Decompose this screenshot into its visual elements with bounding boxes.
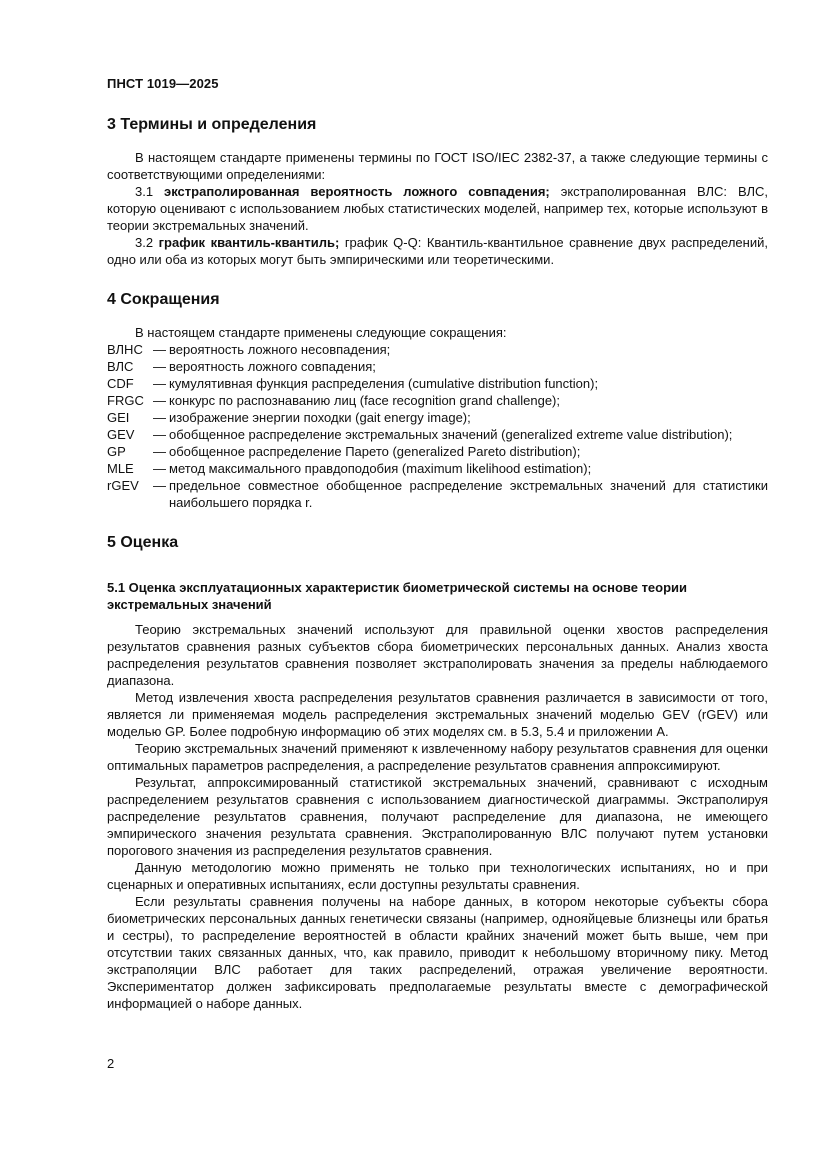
term-3-2-number: 3.2 — [135, 235, 154, 250]
abbreviation: FRGC — [107, 393, 144, 408]
abbreviation-row — [107, 392, 768, 409]
page-number: 2 — [107, 1056, 115, 1071]
abbreviation-definition: кумулятивная функция распределения (cumulative distribution function); — [169, 376, 599, 391]
abbreviation-definition: вероятность ложного несовпадения; — [169, 342, 391, 357]
abbreviation-row — [107, 409, 768, 426]
term-3-2-term: график квантиль-квантиль; — [158, 235, 340, 250]
abbreviation-list — [107, 341, 768, 511]
abbreviation-definition: конкурс по распознаванию лиц (face recognition grand challenge); — [169, 393, 560, 408]
term-3-2-definition: график Q-Q: Квантиль-квантильное сравнение двух распределений, одно или оба из которых могут быть эмпирическими или теоретическими. — [107, 235, 768, 267]
paragraph: Метод извлечения хвоста распределения результатов сравнения различается в зависимости от того, является ли применяемая модель распределения экстремальных значений моделью GEV (rGEV) или моделью GP. Более подробную информацию об этих моделях см. в 5.3, 5.4 и приложении А. — [107, 690, 768, 739]
term-3-1 — [107, 183, 768, 234]
dash-separator: — — [153, 376, 166, 391]
abbreviation-row — [107, 375, 768, 392]
dash-separator: — — [153, 393, 166, 408]
paragraph: Теорию экстремальных значений применяют к извлеченному набору результатов сравнения для оценки оптимальных параметров распределения, а распределение результатов сравнения аппроксимируют. — [107, 741, 768, 773]
abbreviation-row — [107, 358, 768, 375]
abbreviation: GEV — [107, 427, 135, 442]
abbreviation: MLE — [107, 461, 134, 476]
section-3-title: 3 Термины и определения — [107, 116, 317, 133]
dash-separator: — — [153, 342, 166, 357]
abbreviation-row — [107, 341, 768, 358]
dash-separator: — — [153, 359, 166, 374]
paragraph: Теорию экстремальных значений используют для правильной оценки хвостов распределения результатов сравнения разных субъектов сбора биометрических персональных данных. Анализ хвоста распределения результатов сравнения позволяет экстраполировать значения за пределы наблюдаемого диапазона. — [107, 622, 768, 688]
subsection-5-1-title: 5.1 Оценка эксплуатационных характеристик биометрической системы на основе теории экстремальных значений — [107, 580, 688, 612]
term-3-1-number: 3.1 — [135, 184, 154, 199]
abbreviation-row — [107, 426, 768, 443]
dash-separator: — — [153, 478, 166, 493]
abbreviation-definition: метод максимального правдоподобия (maximum likelihood estimation); — [169, 461, 592, 476]
abbreviation-row — [107, 477, 768, 511]
abbreviation-definition: обобщенное распределение Парето (generalized Pareto distribution); — [169, 444, 581, 459]
abbreviation: rGEV — [107, 478, 139, 493]
term-3-1-term: экстраполированная вероятность ложного совпадения; — [164, 184, 550, 199]
document-header: ПНСТ 1019—2025 — [107, 76, 219, 91]
paragraph: Данную методологию можно применять не только при технологических испытаниях, но и при сценарных и оперативных испытаниях, если доступны результаты сравнения. — [107, 860, 768, 892]
dash-separator: — — [153, 427, 166, 442]
term-3-2 — [107, 234, 768, 268]
abbreviation-row — [107, 443, 768, 460]
section-4-title: 4 Сокращения — [107, 291, 220, 308]
abbreviation: CDF — [107, 376, 134, 391]
section-5-1-body — [107, 621, 768, 1012]
dash-separator: — — [153, 410, 166, 425]
abbreviation-definition: вероятность ложного совпадения; — [169, 359, 376, 374]
abbreviation-definition: изображение энергии походки (gait energy image); — [169, 410, 471, 425]
paragraph: Результат, аппроксимированный статистикой экстремальных значений, сравнивают с исходным распределением результатов сравнения с использованием диагностической диаграммы. Экстраполируя распределение результатов сравнения, получают распределение для диапазона, не имеющего эмпирического значения результата сравнения. Экстраполированную ВЛС получают путем установки порогового значения из распределения результатов сравнения. — [107, 775, 768, 858]
abbreviation-row — [107, 460, 768, 477]
abbreviation: ВЛНС — [107, 342, 143, 357]
paragraph: Если результаты сравнения получены на наборе данных, в котором некоторые субъекты сбора биометрических персональных данных генетически связаны (например, однояйцевые близнецы или братья и сестры), то распределение вероятностей в области крайних значений может быть выше, чем при отсутствии таких связанных данных, что, как правило, приводит к небольшому вторичному пику. Метод экстраполяции ВЛС работает для таких распределений, отражая увеличение вероятности. Экспериментатор должен зафиксировать предполагаемые результаты вместе с демографической информацией о наборе данных. — [107, 894, 768, 1011]
abbreviation: GP — [107, 444, 126, 459]
abbreviation-definition: предельное совместное обобщенное распределение экстремальных значений для статистики наибольшего порядка r. — [169, 478, 768, 510]
dash-separator: — — [153, 461, 166, 476]
abbreviation: GEI — [107, 410, 130, 425]
abbreviation-definition: обобщенное распределение экстремальных значений (generalized extreme value distribution); — [169, 427, 733, 442]
abbreviation: ВЛС — [107, 359, 134, 374]
term-3-1-definition: экстраполированная ВЛС: ВЛС, которую оценивают с использованием любых статистических моделей, например тех, которые используют в теории экстремальных значений. — [107, 184, 768, 233]
section-4-intro: В настоящем стандарте применены следующие сокращения: — [135, 325, 507, 340]
document-body — [107, 115, 768, 1012]
section-3-intro: В настоящем стандарте применены термины по ГОСТ ISO/IEC 2382-37, а также следующие термины с соответствующими определениями: — [107, 150, 768, 182]
dash-separator: — — [153, 444, 166, 459]
section-5-title: 5 Оценка — [107, 534, 179, 551]
